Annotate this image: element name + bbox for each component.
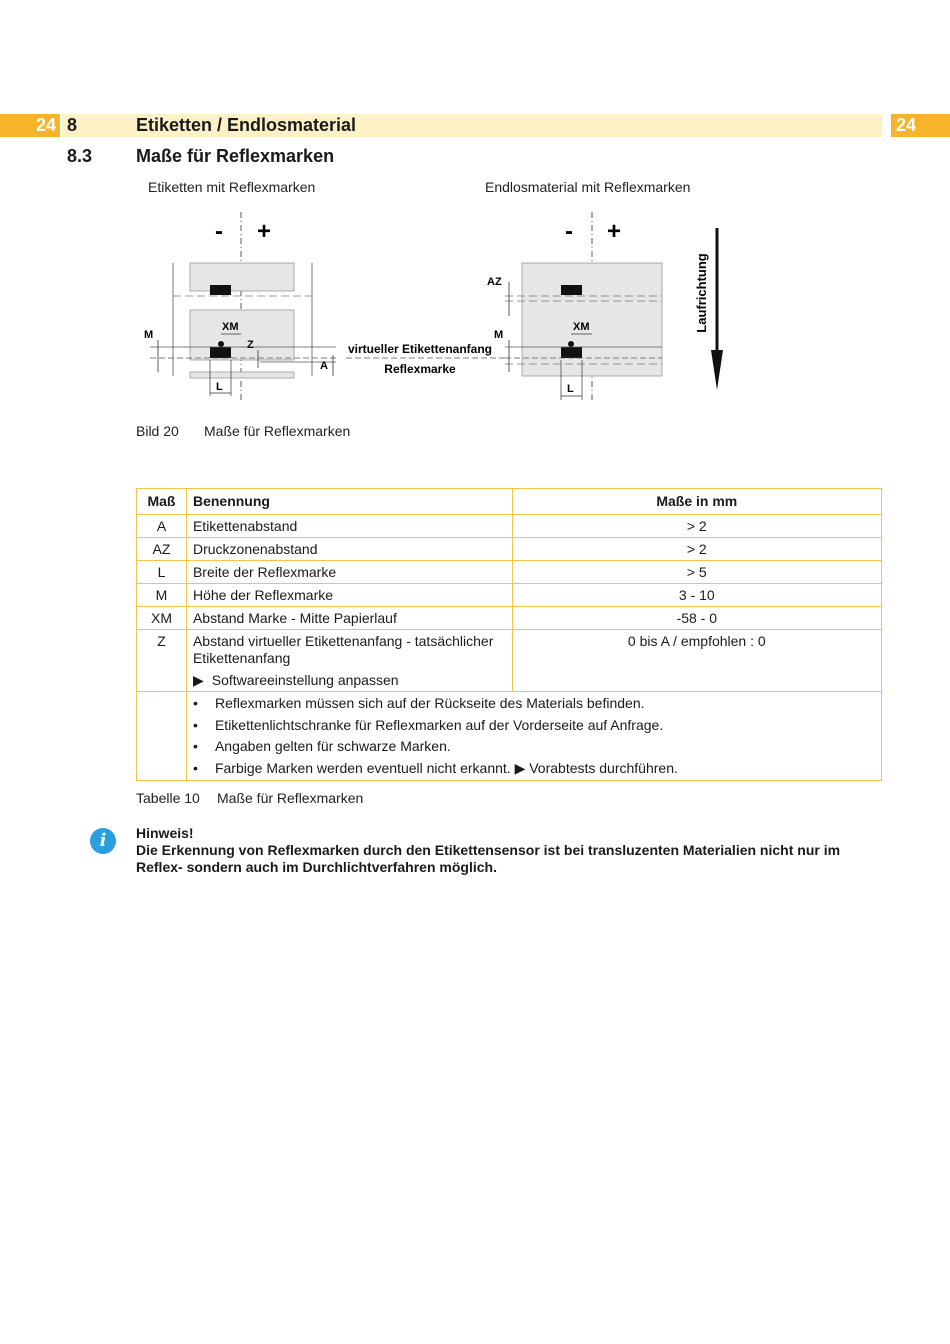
page-number-right: 24 [891,114,950,137]
right-diagram [487,212,662,400]
page-number-left: 24 [0,114,60,137]
direction-arrow-head [711,350,723,390]
cell-code: Z [137,630,187,692]
chapter-number: 8 [67,115,78,135]
left-a-label: A [320,360,328,372]
notes-list [193,693,875,779]
cell-name [186,630,512,692]
section-number: 8.3 [67,146,93,166]
note-item: • Reflexmarken müssen sich auf der Rückseite des Materials befinden. [193,693,875,715]
chapter-title: Etiketten / Endlosmaterial [136,115,357,135]
cell-code: XM [137,607,187,630]
cell-name: Breite der Reflexmarke [186,561,512,584]
right-xm-label: XM [573,321,590,333]
cell-name: Höhe der Reflexmarke [186,584,512,607]
table-notes-cell [186,692,881,781]
right-az-label: AZ [487,276,502,288]
table-row [137,515,882,538]
left-m-label: M [144,329,154,341]
virtual-start-label: virtueller Etikettenanfang [347,342,493,356]
reflex-mark-diagram [0,200,950,410]
left-label-3 [190,372,294,378]
table-row [137,561,882,584]
table-caption-text: Maße für Reflexmarken [217,790,364,806]
cell-code: A [137,515,187,538]
right-mark-dot [568,341,574,347]
left-l-label: L [216,381,223,393]
section-title: Maße für Reflexmarken [136,146,335,166]
reflex-mark-label: Reflexmarke [384,362,456,376]
left-xm-label: XM [222,321,239,333]
table-row [137,607,882,630]
note-item: • Farbige Marken werden eventuell nicht erkannt. ▶ Vorabtests durchführen. [193,758,875,780]
table-row [137,538,882,561]
cell-name: Etikettenabstand [186,515,512,538]
left-z-label: Z [247,339,254,351]
cell-hint [193,672,506,689]
direction-label: Laufrichtung [694,253,709,333]
right-mark-2 [561,347,582,358]
table-row [137,630,882,692]
figure-caption-text: Maße für Reflexmarken [204,423,351,439]
note-item: • Etikettenlichtschranke für Reflexmarken auf der Vorderseite auf Anfrage. [193,715,875,737]
note-item: • Angaben gelten für schwarze Marken. [193,736,875,758]
table-row [137,584,882,607]
table-caption-number: Tabelle 10 [136,790,200,806]
cell-value: > 2 [512,515,881,538]
left-mark-dot [218,341,224,347]
reflex-mark-table [136,488,882,781]
cell-name: Druckzonenabstand [186,538,512,561]
table-header-row [137,489,882,515]
col-header-code: Maß [137,489,187,515]
cell-value: 0 bis A / empfohlen : 0 [512,630,881,692]
right-mark-1 [561,285,582,295]
left-mark-2 [210,347,231,358]
cell-value: -58 - 0 [512,607,881,630]
cell-name-text: Abstand virtueller Etikettenanfang - tatsächlicher Etikettenanfang [192,633,494,666]
left-label-2 [190,310,294,360]
right-web [522,263,662,376]
note-title: Hinweis! [136,825,194,841]
cell-name: Abstand Marke - Mitte Papierlauf [186,607,512,630]
info-icon: i [90,828,116,854]
triangle-right-icon: ▶ [192,672,204,688]
right-l-label: L [567,383,574,395]
figure-left-caption: Etiketten mit Reflexmarken [148,179,316,195]
cell-value: 3 - 10 [512,584,881,607]
left-plus: + [256,218,272,245]
cell-code: L [137,561,187,584]
cell-hint-text: Softwareeinstellung anpassen [211,672,399,688]
figure-right-caption: Endlosmaterial mit Reflexmarken [485,179,691,195]
left-mark-1 [210,285,231,295]
right-m-label: M [494,329,504,341]
note-text: Die Erkennung von Reflexmarken durch den Etikettensensor ist bei transluzenten Materialien nicht nur im Reflex- sondern auch im Durchlichtverfahren möglich. [136,842,841,875]
col-header-value: Maße in mm [512,489,881,515]
cell-value: > 5 [512,561,881,584]
left-label-1 [190,263,294,291]
figure-caption-number: Bild 20 [136,423,179,439]
right-minus: - [565,218,573,245]
left-diagram [144,212,336,400]
right-plus: + [606,218,622,245]
cell-code: M [137,584,187,607]
col-header-name: Benennung [186,489,512,515]
left-minus: - [215,218,223,245]
cell-code: AZ [137,538,187,561]
table-notes-row [137,692,882,781]
cell-value: > 2 [512,538,881,561]
